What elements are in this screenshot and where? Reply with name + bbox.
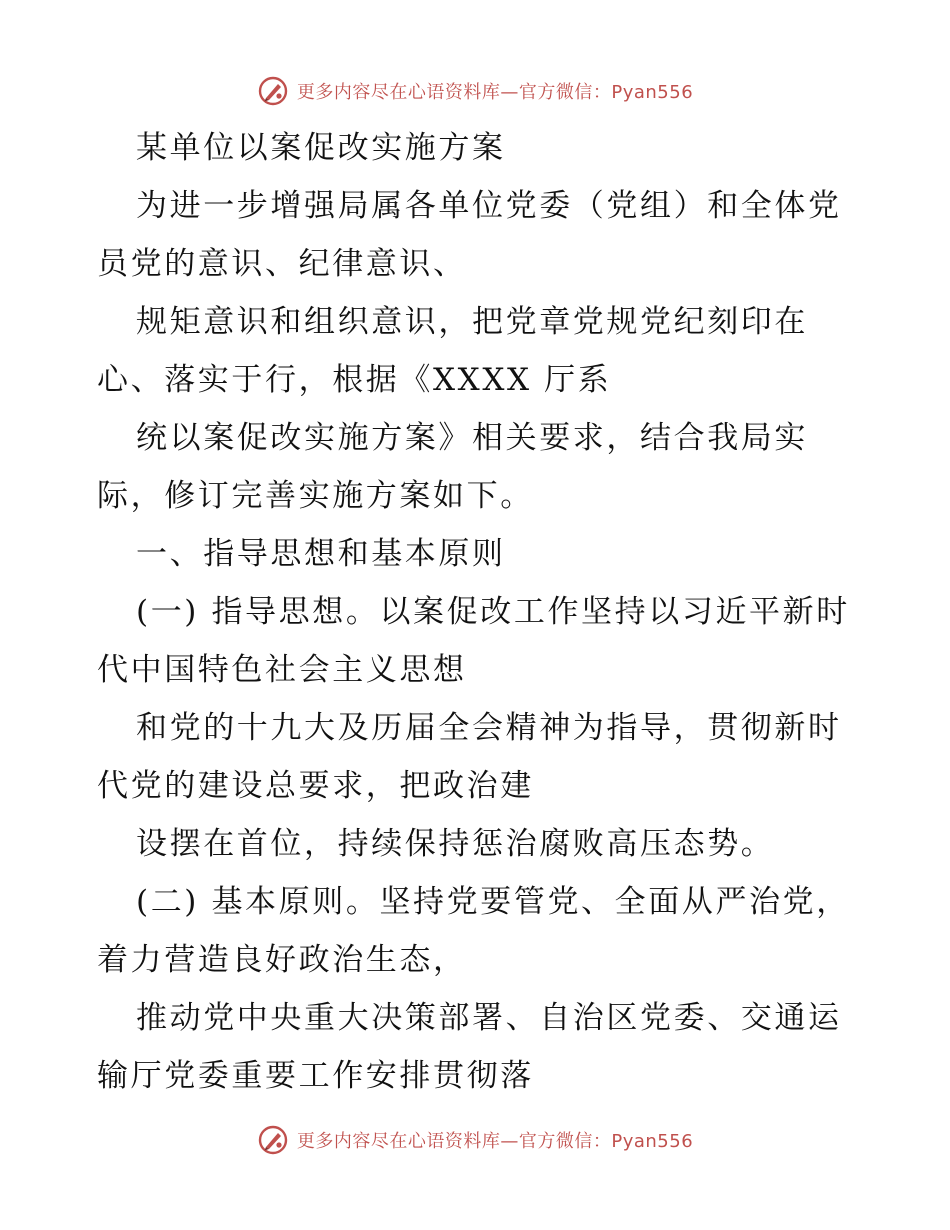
text-line: 代中国特色社会主义思想	[97, 652, 467, 688]
text-line: 统以案促改实施方案》相关要求，结合我局实	[136, 420, 808, 456]
pen-logo-icon	[257, 75, 289, 107]
text-line: 心、落实于行，根据《XXXX 厅系	[97, 362, 612, 398]
text-line: 际，修订完善实施方案如下。	[97, 478, 534, 514]
text-line: 代党的建设总要求，把政治建	[97, 768, 534, 804]
text-line: 某单位以案促改实施方案	[136, 130, 506, 166]
text-line: 为进一步增强局属各单位党委（党组）和全体党	[136, 188, 842, 224]
footer-banner	[0, 1118, 950, 1162]
banner-text: 更多内容尽在心语资料库—官方微信：Pyan556	[296, 1131, 694, 1152]
text-line: (二) 基本原则。坚持党要管党、全面从严治党，	[136, 884, 850, 920]
text-line: 规矩意识和组织意识，把党章党规党纪刻印在	[136, 304, 808, 340]
text-line: 和党的十九大及历届全会精神为指导，贯彻新时	[136, 710, 842, 746]
header-banner	[0, 69, 950, 113]
text-line: (一) 指导思想。以案促改工作坚持以习近平新时	[136, 594, 850, 630]
text-line: 输厅党委重要工作安排贯彻落	[97, 1058, 534, 1094]
text-line: 员党的意识、纪律意识、	[97, 246, 467, 282]
text-line: 一、指导思想和基本原则	[136, 536, 506, 572]
text-line: 设摆在首位，持续保持惩治腐败高压态势。	[136, 826, 775, 862]
document-body	[97, 119, 857, 1105]
banner-text: 更多内容尽在心语资料库—官方微信：Pyan556	[296, 82, 694, 103]
text-line: 着力营造良好政治生态，	[97, 942, 467, 978]
pen-logo-icon	[257, 1124, 289, 1156]
text-line: 推动党中央重大决策部署、自治区党委、交通运	[136, 1000, 842, 1036]
